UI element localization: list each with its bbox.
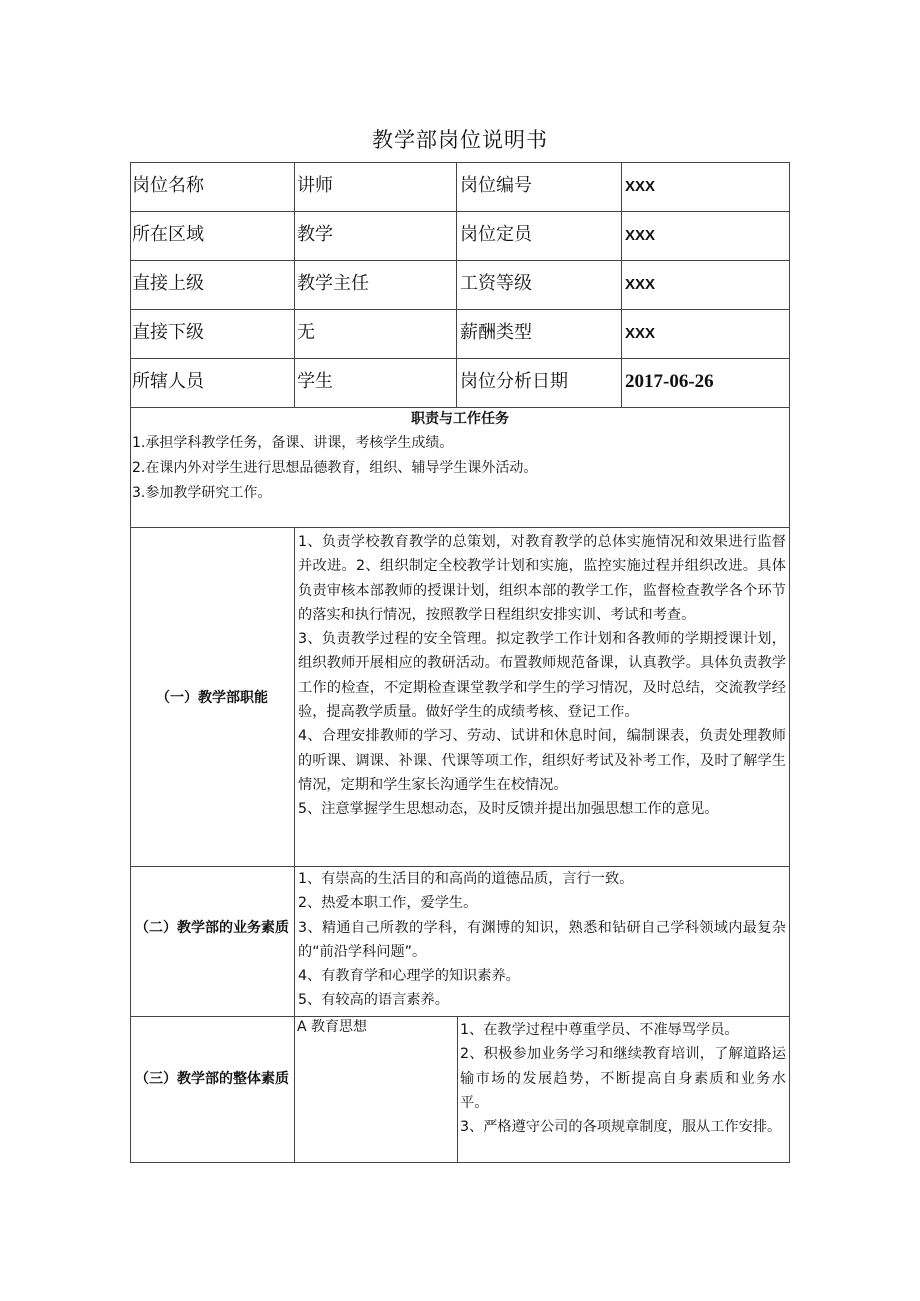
label-direct-subordinate: 直接下级: [132, 322, 204, 343]
column-divider: [457, 1016, 458, 1163]
duty-item: 2.在课内外对学生进行思想品德教育，组织、辅导学生课外活动。: [132, 460, 538, 476]
section2-paragraph: 4、有教育学和心理学的知识素养。: [298, 968, 520, 985]
section2-paragraph: 2、热爱本职工作，爱学生。: [298, 895, 478, 912]
row-divider: [130, 527, 790, 528]
section2-paragraph: 5、有较高的语言素养。: [298, 992, 449, 1009]
value-salary-grade: XXX: [625, 276, 656, 293]
section2-content: [298, 867, 786, 1013]
value-staff: 学生: [297, 371, 333, 392]
section3-paragraph: 3、严格遵守公司的各项规章制度，服从工作安排。: [460, 1119, 782, 1136]
section1-content: [298, 530, 786, 822]
value-pay-type: XXX: [625, 325, 656, 342]
section1-label: （一）教学部职能: [156, 690, 268, 706]
section1-paragraph: 1、负责学校教育教学的总策划，对教育教学的总体实施情况和效果进行监督并改进。2、组织制定全校教学计划和实施，监控实施过程并组织改进。具体负责审核本部教师的授课计划，组织本部的教学工作，监督检查教学各个环节的落实和执行情况，按照教学日程组织安排实训、考试和考查。: [298, 534, 786, 623]
section2-paragraph: 3、精通自己所教的学科，有渊博的知识，熟悉和钻研自己学科领域内最复杂的“前沿学科问题”。: [298, 919, 786, 960]
label-position-name: 岗位名称: [132, 175, 204, 196]
duty-item: 3.参加教学研究工作。: [132, 485, 272, 501]
label-headcount: 岗位定员: [460, 224, 532, 245]
page-title: 教学部岗位说明书: [372, 128, 548, 152]
value-analysis-date: 2017-06-26: [625, 371, 714, 392]
section2-paragraph: 1、有崇高的生活目的和高尚的道德品质，言行一致。: [298, 871, 634, 887]
label-area: 所在区域: [132, 224, 204, 245]
column-divider: [621, 162, 622, 407]
label-direct-superior: 直接上级: [132, 273, 204, 294]
value-direct-superior: 教学主任: [297, 273, 369, 294]
column-divider: [294, 527, 295, 1163]
section1-paragraph: 3、负责教学过程的安全管理。拟定教学工作计划和各教师的学期授课计划，组织教师开展相应的教研活动。布置教师规范备课，认真教学。具体负责教学工作的检查，不定期检查课堂教学和学生的学习情况，及时总结，交流教学经验，提高教学质量。做好学生的成绩考核、登记工作。: [298, 631, 786, 721]
column-divider: [294, 162, 295, 407]
value-position-code: XXX: [625, 178, 656, 195]
row-divider: [130, 211, 790, 212]
value-area: 教学: [297, 224, 333, 245]
value-headcount: XXX: [625, 227, 656, 244]
section1-paragraph: 4、合理安排教师的学习、劳动、试讲和休息时间，编制课表，负责处理教师的听课、调课、补课、代课等项工作，组织好考试及补考工作，及时了解学生情况，定期和学生家长沟通学生在校情况。: [298, 728, 786, 793]
label-analysis-date: 岗位分析日期: [460, 371, 568, 392]
label-position-code: 岗位编号: [460, 175, 532, 196]
section3-label: （三）教学部的整体素质: [135, 1071, 289, 1087]
section3-paragraph: 1、在教学过程中尊重学员、不准辱骂学员。: [460, 1022, 739, 1038]
section3-sub-label: A 教育思想: [297, 1019, 368, 1035]
label-pay-type: 薪酬类型: [460, 322, 532, 343]
label-staff: 所辖人员: [132, 371, 204, 392]
row-divider: [130, 1016, 790, 1017]
label-salary-grade: 工资等级: [460, 273, 532, 294]
row-divider: [130, 358, 790, 359]
column-divider: [456, 162, 457, 407]
section3-paragraph: 2、积极参加业务学习和继续教育培训，了解道路运输市场的发展趋势，不断提高自身素质和业务水平。: [460, 1046, 786, 1111]
duty-item: 1.承担学科教学任务，备课、讲课，考核学生成绩。: [132, 435, 454, 451]
value-direct-subordinate: 无: [297, 322, 315, 343]
section3-content: [460, 1018, 786, 1139]
row-divider: [130, 309, 790, 310]
row-divider: [130, 260, 790, 261]
value-position-name: 讲师: [297, 175, 333, 196]
duties-heading: 职责与工作任务: [411, 411, 509, 427]
section1-paragraph: 5、注意掌握学生思想动态，及时反馈并提出加强思想工作的意见。: [298, 801, 719, 818]
section2-label: （二）教学部的业务素质: [135, 920, 289, 936]
